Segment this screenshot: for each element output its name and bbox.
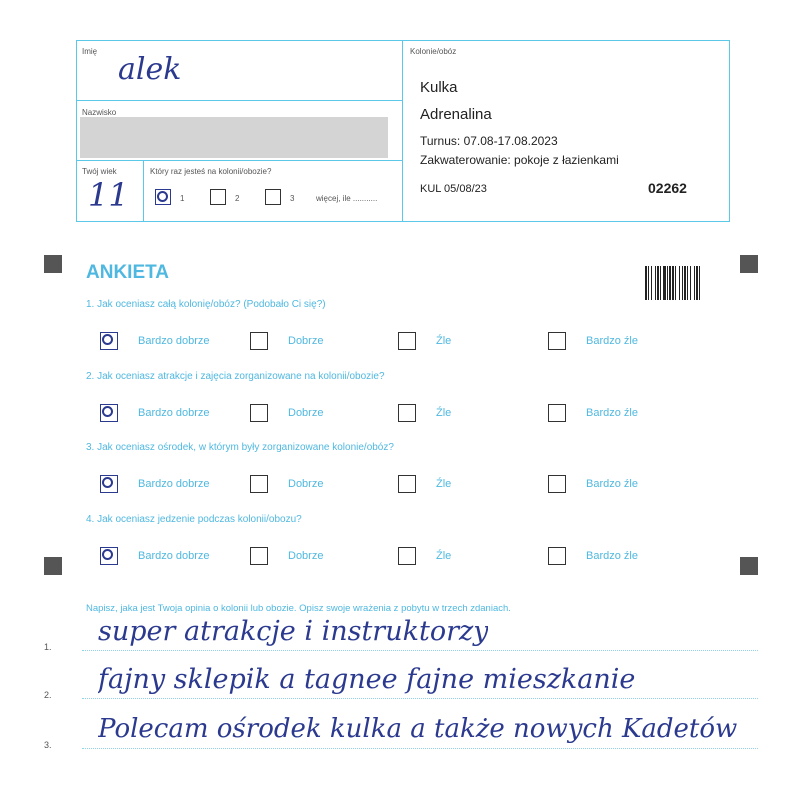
visit-checkbox-2[interactable] [210, 189, 226, 205]
rating-checkbox[interactable] [548, 332, 566, 350]
rating-checkbox[interactable] [250, 475, 268, 493]
opinion-line-number: 3. [44, 740, 52, 750]
rating-option-label: Dobrze [288, 407, 324, 419]
rating-option-label: Źle [436, 478, 452, 490]
rating-option-label: Bardzo źle [586, 335, 638, 347]
opinion-dotted-line [82, 650, 758, 651]
rating-checkbox[interactable] [250, 404, 268, 422]
rating-option-label: Dobrze [288, 478, 324, 490]
rating-option-label: Bardzo dobrze [138, 550, 210, 562]
opinion-handwritten-text[interactable]: fajny sklepik a tagnee fajne mieszkanie [98, 664, 636, 695]
header-divider-2 [76, 160, 403, 161]
opinion-dotted-line [82, 698, 758, 699]
rating-checkbox[interactable] [548, 475, 566, 493]
registration-marker [44, 255, 62, 273]
first-name-label: Imię [82, 47, 98, 56]
rating-option-label: Bardzo dobrze [138, 407, 210, 419]
rating-checkbox[interactable] [250, 332, 268, 350]
barcode [645, 266, 701, 300]
rating-checkbox[interactable] [398, 475, 416, 493]
rating-option-label: Bardzo dobrze [138, 335, 210, 347]
rating-option-label: Źle [436, 335, 452, 347]
rating-option-label: Bardzo źle [586, 478, 638, 490]
header-divider-1 [76, 100, 403, 101]
rating-checkbox[interactable] [100, 404, 118, 422]
visit-checkbox-3[interactable] [265, 189, 281, 205]
rating-checkbox[interactable] [398, 547, 416, 565]
rating-option-label: Dobrze [288, 550, 324, 562]
rating-checkbox[interactable] [548, 547, 566, 565]
form-number: 02262 [648, 180, 687, 196]
opinion-handwritten-text[interactable]: super atrakcje i instruktorzy [98, 616, 489, 647]
registration-marker [740, 557, 758, 575]
opinion-dotted-line [82, 748, 758, 749]
opinion-handwritten-text[interactable]: Polecam ośrodek kulka a także nowych Kadetów [98, 714, 738, 744]
rating-checkbox[interactable] [398, 332, 416, 350]
visit-option-1: 1 [180, 194, 185, 203]
last-name-label: Nazwisko [82, 108, 117, 117]
question-text: 3. Jak oceniasz ośrodek, w którym były zorganizowane kolonie/obóz? [86, 442, 394, 453]
question-text: 2. Jak oceniasz atrakcje i zajęcia zorganizowane na kolonii/obozie? [86, 371, 385, 382]
camp-subname: Adrenalina [420, 106, 492, 123]
camp-code: KUL 05/08/23 [420, 183, 487, 195]
last-name-redacted [80, 117, 388, 158]
rating-option-label: Bardzo źle [586, 407, 638, 419]
rating-checkbox[interactable] [250, 547, 268, 565]
accommodation: Zakwaterowanie: pokoje z łazienkami [420, 153, 619, 167]
rating-option-label: Źle [436, 550, 452, 562]
age-value[interactable]: 11 [88, 176, 129, 214]
opinion-line-number: 2. [44, 690, 52, 700]
visit-checkbox-1[interactable] [155, 189, 171, 205]
rating-checkbox[interactable] [398, 404, 416, 422]
visit-option-2: 2 [235, 194, 240, 203]
rating-checkbox[interactable] [100, 332, 118, 350]
opinion-line-number: 1. [44, 642, 52, 652]
rating-checkbox[interactable] [100, 547, 118, 565]
registration-marker [740, 255, 758, 273]
registration-marker [44, 557, 62, 575]
first-name-value[interactable]: alek [118, 52, 182, 87]
turnus: Turnus: 07.08-17.08.2023 [420, 134, 558, 148]
header-divider-vertical [402, 40, 403, 221]
rating-checkbox[interactable] [548, 404, 566, 422]
rating-checkbox[interactable] [100, 475, 118, 493]
visit-option-3: 3 [290, 194, 295, 203]
camp-label: Kolonie/obóz [410, 47, 457, 56]
survey-title: ANKIETA [86, 262, 170, 283]
question-text: 1. Jak oceniasz całą kolonię/obóz? (Podobało Ci się?) [86, 299, 326, 310]
visit-more: więcej, ile ........... [316, 194, 378, 203]
rating-option-label: Bardzo dobrze [138, 478, 210, 490]
rating-option-label: Dobrze [288, 335, 324, 347]
header-divider-age [143, 160, 144, 221]
camp-name: Kulka [420, 79, 458, 96]
rating-option-label: Źle [436, 407, 452, 419]
opinion-prompt: Napisz, jaka jest Twoja opinia o kolonii lub obozie. Opisz swoje wrażenia z pobytu w trzech zdaniach. [86, 603, 511, 614]
age-label: Twój wiek [82, 167, 117, 176]
question-text: 4. Jak oceniasz jedzenie podczas kolonii/obozu? [86, 514, 302, 525]
rating-option-label: Bardzo źle [586, 550, 638, 562]
visit-label: Który raz jesteś na kolonii/obozie? [150, 167, 272, 176]
